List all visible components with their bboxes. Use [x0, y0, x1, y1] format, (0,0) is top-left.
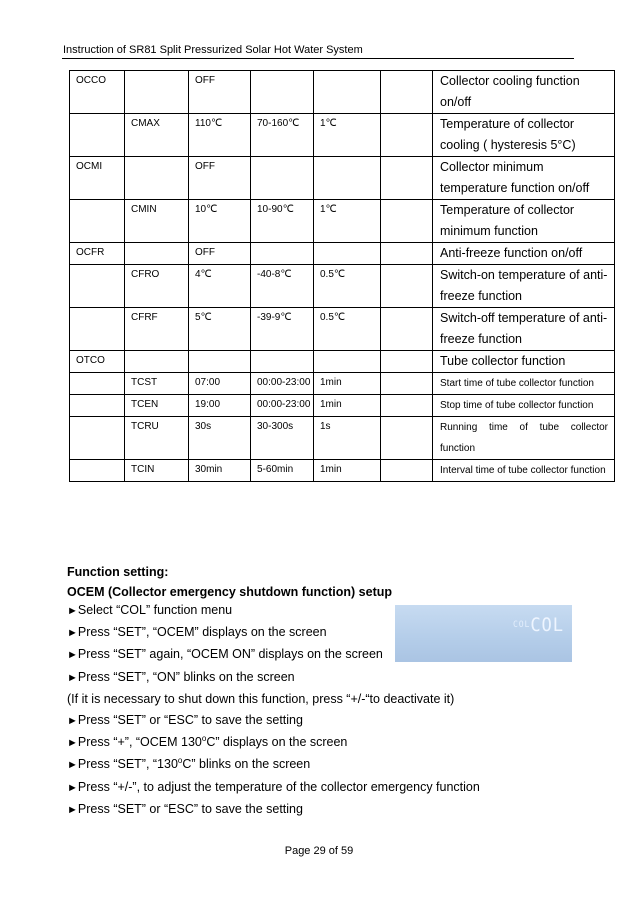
instruction-step — [67, 799, 480, 821]
bullet-arrow-icon: ► — [67, 605, 78, 617]
table-cell-c2 — [125, 71, 189, 114]
table-cell-description: Stop time of tube collector function — [433, 395, 615, 417]
table-cell-empty — [381, 200, 433, 243]
step-text: Press “SET”, “130 — [77, 757, 178, 772]
bullet-arrow-icon: ► — [67, 671, 78, 684]
step-text-tail: C” blinks on the screen — [182, 757, 311, 772]
table-cell-c1 — [70, 460, 125, 482]
table-cell-c3: 30min — [189, 460, 251, 482]
table-cell-c5: 1min — [314, 373, 381, 395]
table-cell-description: Tube collector function — [433, 351, 615, 373]
table-cell-description: Temperature of collector minimum function — [433, 200, 615, 243]
table-cell-c1 — [70, 200, 125, 243]
table-cell-c1: OCMI — [70, 157, 125, 200]
table-cell-description: Interval time of tube collector function — [433, 460, 615, 482]
table-cell-empty — [381, 460, 433, 482]
table-cell-c1: OTCO — [70, 351, 125, 373]
table-cell-c3: OFF — [189, 71, 251, 114]
lcd-display-image — [395, 605, 572, 662]
step-text: Press “SET” or “ESC” to save the setting — [77, 801, 303, 816]
table-row — [70, 373, 615, 395]
table-cell-empty — [381, 373, 433, 395]
table-cell-c3: 4℃ — [189, 265, 251, 308]
table-cell-c3: 30s — [189, 417, 251, 460]
bullet-arrow-icon: ► — [67, 715, 78, 728]
table-row — [70, 265, 615, 308]
table-cell-description: Running time of tube collector function — [433, 417, 615, 460]
table-cell-c3: OFF — [189, 157, 251, 200]
step-text-tail: C” displays on the screen — [206, 735, 348, 750]
table-cell-c4 — [251, 71, 314, 114]
table-cell-c5 — [314, 71, 381, 114]
instruction-note — [67, 689, 480, 710]
table-cell-c5 — [314, 157, 381, 200]
table-cell-c4: 10-90℃ — [251, 200, 314, 243]
instruction-step — [67, 754, 480, 776]
table-cell-c3: 07:00 — [189, 373, 251, 395]
table-cell-c5: 1s — [314, 417, 381, 460]
table-cell-c2: CMAX — [125, 114, 189, 157]
table-cell-c4: 5-60min — [251, 460, 314, 482]
table-cell-empty — [381, 351, 433, 373]
table-cell-c1 — [70, 373, 125, 395]
table-cell-empty — [381, 417, 433, 460]
table-cell-c5 — [314, 243, 381, 265]
step-text: Select “COL” function menu — [77, 603, 233, 617]
table-row — [70, 308, 615, 351]
table-cell-c1 — [70, 265, 125, 308]
table-cell-c4 — [251, 351, 314, 373]
document-header: Instruction of SR81 Split Pressurized Solar Hot Water System — [63, 44, 363, 56]
bullet-arrow-icon: ► — [67, 781, 78, 794]
ocem-subheading: OCEM (Collector emergency shutdown function) setup — [67, 585, 393, 599]
table-row — [70, 460, 615, 482]
table-cell-c5: 1℃ — [314, 200, 381, 243]
table-cell-c1: OCCO — [70, 71, 125, 114]
table-row — [70, 71, 615, 114]
table-cell-empty — [381, 308, 433, 351]
table-cell-c4: -40-8℃ — [251, 265, 314, 308]
table-cell-c1 — [70, 308, 125, 351]
step-text: Press “SET” or “ESC” to save the setting — [77, 713, 303, 728]
table-cell-c5: 1min — [314, 395, 381, 417]
table-cell-c5: 1℃ — [314, 114, 381, 157]
table-cell-c3: OFF — [189, 243, 251, 265]
lcd-display-text — [513, 614, 564, 636]
table-cell-description: Start time of tube collector function — [433, 373, 615, 395]
table-cell-c2 — [125, 351, 189, 373]
degree-superscript: o — [177, 756, 183, 766]
table-cell-c2: TCRU — [125, 417, 189, 460]
table-row — [70, 395, 615, 417]
table-cell-empty — [381, 395, 433, 417]
step-text: Press “SET”, “ON” blinks on the screen — [77, 669, 295, 684]
bullet-arrow-icon: ► — [67, 759, 78, 772]
bullet-arrow-icon: ► — [67, 627, 78, 640]
table-cell-description: Collector cooling function on/off — [433, 71, 615, 114]
table-cell-c2: CMIN — [125, 200, 189, 243]
table-cell-c4: 30-300s — [251, 417, 314, 460]
table-cell-c4 — [251, 243, 314, 265]
table-cell-c2: TCST — [125, 373, 189, 395]
table-cell-c1 — [70, 417, 125, 460]
step-text: (If it is necessary to shut down this function, press “+/-“to deactivate it) — [67, 691, 455, 706]
table-cell-c4: 70-160℃ — [251, 114, 314, 157]
instruction-step — [67, 667, 480, 689]
degree-superscript: o — [201, 734, 207, 744]
table-cell-c2 — [125, 157, 189, 200]
table-cell-c5: 0.5℃ — [314, 265, 381, 308]
table-cell-empty — [381, 114, 433, 157]
lcd-small-text: COL — [513, 620, 531, 630]
table-cell-c2: TCIN — [125, 460, 189, 482]
table-cell-description: Switch-off temperature of anti-freeze function — [433, 308, 615, 351]
instruction-step — [67, 732, 480, 754]
table-row — [70, 243, 615, 265]
table-cell-c3: 10℃ — [189, 200, 251, 243]
table-cell-c2: TCEN — [125, 395, 189, 417]
table-row — [70, 417, 615, 460]
table-cell-empty — [381, 265, 433, 308]
section-heading: Function setting: — [67, 565, 169, 579]
instruction-step — [67, 777, 480, 799]
header-rule — [62, 58, 574, 59]
table-cell-empty — [381, 157, 433, 200]
table-cell-empty — [381, 243, 433, 265]
step-text: Press “+”, “OCEM 130 — [77, 735, 202, 750]
parameter-table — [69, 70, 615, 482]
bullet-arrow-icon: ► — [67, 803, 78, 816]
table-cell-c4: 00:00-23:00 — [251, 373, 314, 395]
lcd-main-text: COL — [530, 614, 564, 636]
step-text: Press “SET”, “OCEM” displays on the screen — [77, 625, 327, 640]
table-cell-c1 — [70, 395, 125, 417]
page-number: Page 29 of 59 — [284, 845, 354, 857]
table-cell-c1: OCFR — [70, 243, 125, 265]
table-cell-c3 — [189, 351, 251, 373]
table-cell-c2: CFRF — [125, 308, 189, 351]
bullet-arrow-icon: ► — [67, 649, 78, 662]
table-cell-c2 — [125, 243, 189, 265]
table-row — [70, 200, 615, 243]
table-cell-empty — [381, 71, 433, 114]
table-row — [70, 114, 615, 157]
table-cell-c5: 1min — [314, 460, 381, 482]
bullet-arrow-icon: ► — [67, 737, 78, 750]
step-text: Press “+/-”, to adjust the temperature of the collector emergency function — [77, 779, 480, 794]
table-row — [70, 351, 615, 373]
table-cell-c3: 110℃ — [189, 114, 251, 157]
instruction-step — [67, 710, 480, 732]
table-cell-c4 — [251, 157, 314, 200]
table-cell-c1 — [70, 114, 125, 157]
table-cell-description: Collector minimum temperature function on/off — [433, 157, 615, 200]
table-cell-description: Temperature of collector cooling ( hysteresis 5°C) — [433, 114, 615, 157]
table-cell-c3: 19:00 — [189, 395, 251, 417]
table-cell-description: Switch-on temperature of anti-freeze function — [433, 265, 615, 308]
step-text: Press “SET” again, “OCEM ON” displays on the screen — [77, 647, 383, 662]
table-cell-c4: -39-9℃ — [251, 308, 314, 351]
table-cell-c2: CFRO — [125, 265, 189, 308]
table-cell-c5 — [314, 351, 381, 373]
table-cell-c3: 5℃ — [189, 308, 251, 351]
table-cell-description: Anti-freeze function on/off — [433, 243, 615, 265]
table-cell-c4: 00:00-23:00 — [251, 395, 314, 417]
table-cell-c5: 0.5℃ — [314, 308, 381, 351]
table-row — [70, 157, 615, 200]
